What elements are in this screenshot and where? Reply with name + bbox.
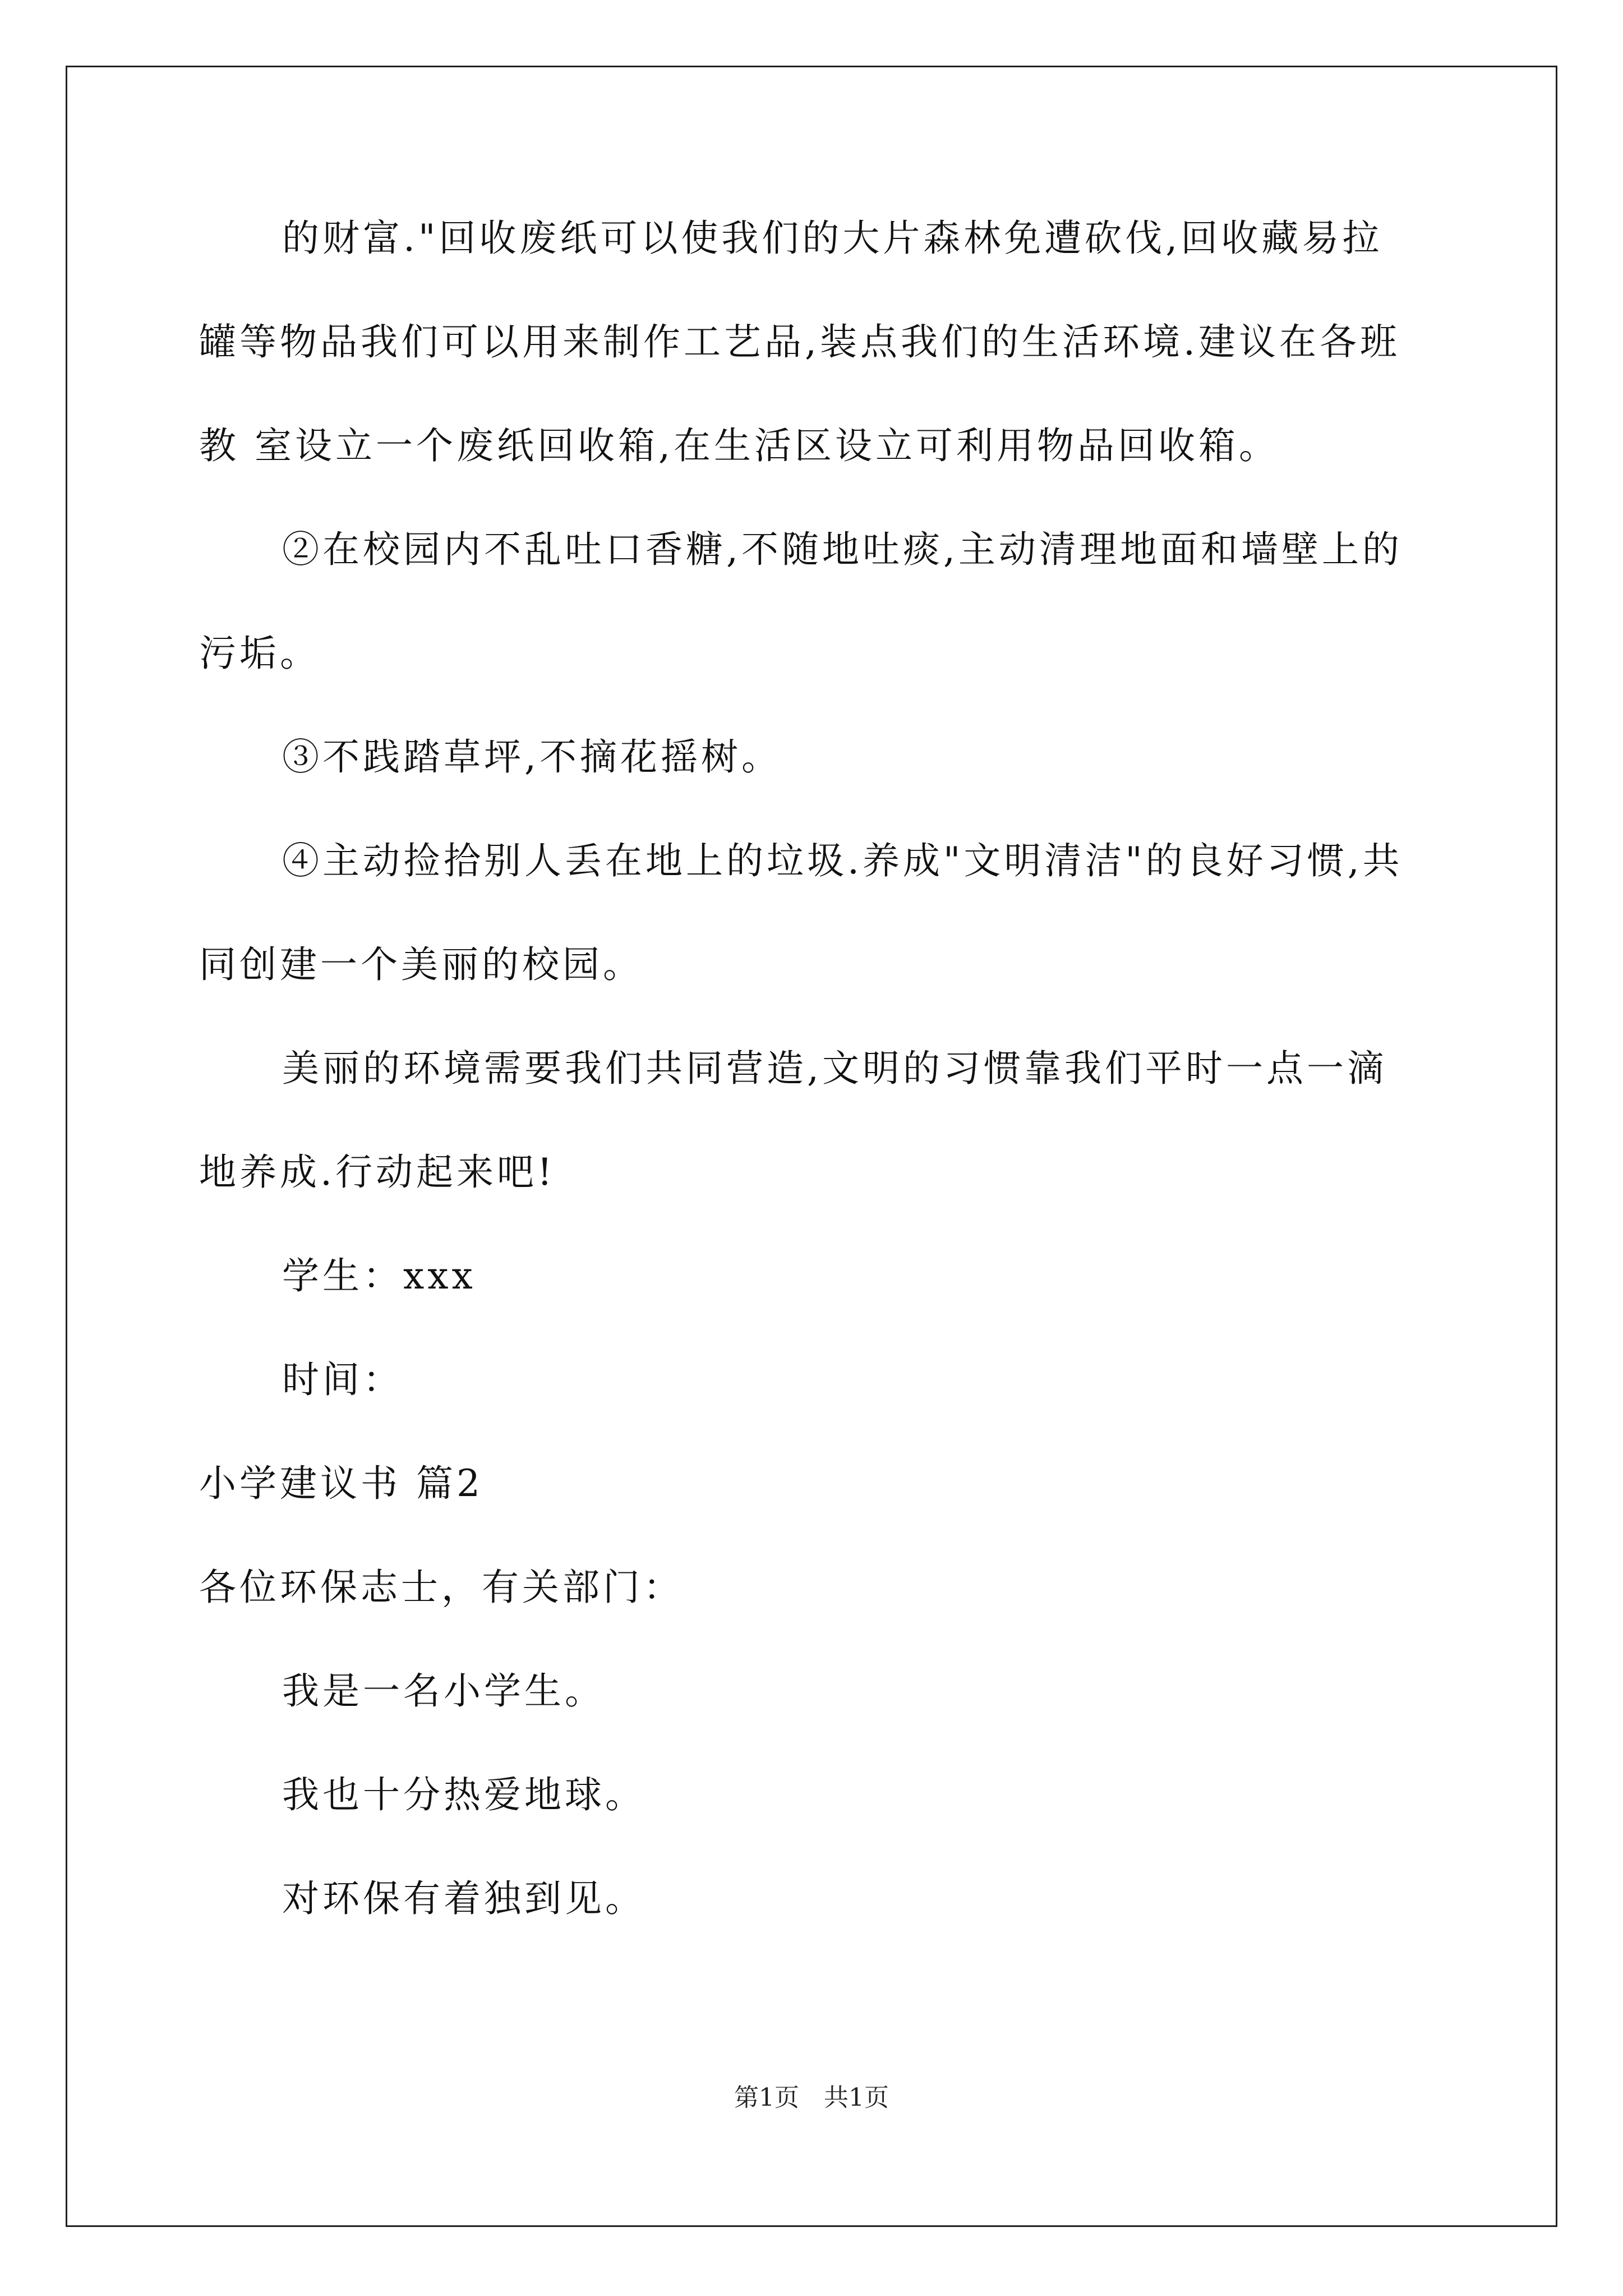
paragraph-line: 我也十分热爱地球。: [282, 1773, 645, 1816]
salutation: 各位环保志士，有关部门：: [199, 1566, 684, 1609]
paragraph-line: ④主动捡拾别人丢在地上的垃圾.养成"文明清洁"的良好习惯,共: [282, 839, 1403, 882]
signature-date: 时间：: [282, 1358, 403, 1401]
paragraph-line: ②在校园内不乱吐口香糖,不随地吐痰,主动清理地面和墙壁上的: [282, 528, 1403, 571]
paragraph-line: 污垢。: [199, 632, 320, 675]
paragraph-line: 地养成.行动起来吧!: [199, 1151, 556, 1194]
paragraph-line: 同创建一个美丽的校园。: [199, 943, 643, 986]
page-number: 第1页: [734, 2083, 799, 2112]
paragraph-line: 罐等物品我们可以用来制作工艺品,装点我们的生活环境.建议在各班: [199, 320, 1400, 364]
paragraph-line: 美丽的环境需要我们共同营造,文明的习惯靠我们平时一点一滴: [282, 1047, 1387, 1090]
paragraph-line: ③不践踏草坪,不摘花摇树。: [282, 735, 782, 779]
section-heading: 小学建议书 篇2: [199, 1462, 483, 1505]
page-footer: [0, 2081, 1623, 2115]
paragraph-line: 教 室设立一个废纸回收箱,在生活区设立可利用物品回收箱。: [199, 424, 1279, 467]
paragraph-line: 我是一名小学生。: [282, 1669, 605, 1713]
signature-student: 学生：xxx: [282, 1254, 476, 1297]
paragraph-line: 的财富."回收废纸可以使我们的大片森林免遭砍伐,回收藏易拉: [282, 217, 1383, 260]
paragraph-line: 对环保有着独到见。: [282, 1877, 645, 1920]
page-total: 共1页: [824, 2083, 889, 2112]
